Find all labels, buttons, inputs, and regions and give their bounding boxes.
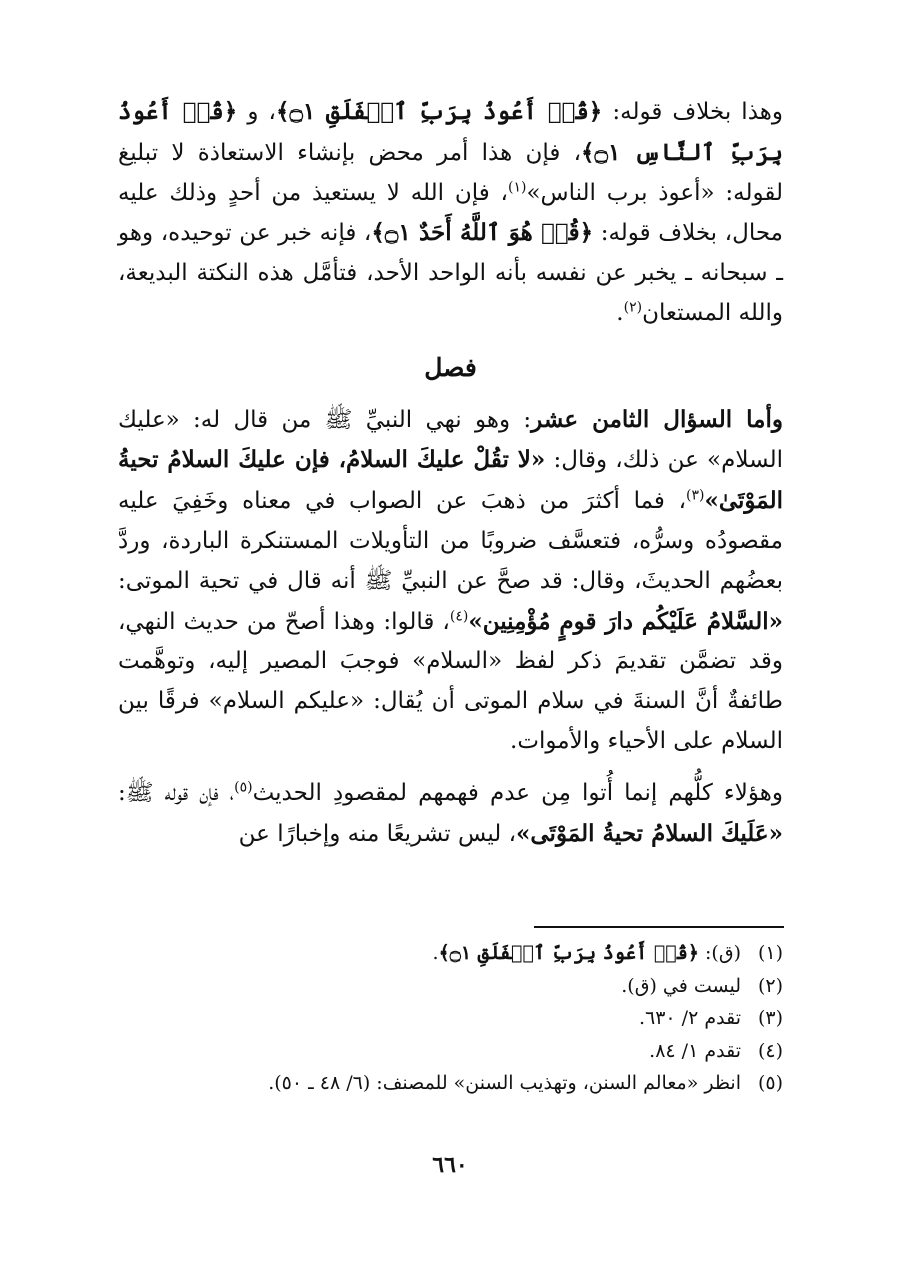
footnote-2: [118, 970, 783, 1003]
page-number: ٦٦٠: [432, 1152, 468, 1178]
footnote-separator: [534, 926, 784, 928]
footnote-text: تقدم ٢/ ٦٣٠.: [638, 1007, 741, 1029]
text-run: ، فإن قوله ﷺ:: [118, 779, 235, 806]
text-run: ، فإنه خبر عن توحيده، وهو ـ سبحانه ـ يخبر عن نفسه بأنه الواحد الأحد، فتأمَّل هذه النكتة البديعة، والله المستعان: [118, 220, 783, 326]
footnote-ref-4[interactable]: (٤): [449, 607, 469, 624]
footnote-5: [118, 1067, 783, 1100]
text-run: وهؤلاء كلُّهم إنما أُتوا مِن عدم فهمهم لمقصودِ الحديث: [252, 779, 783, 806]
footnote-ref-3[interactable]: (٣): [686, 487, 705, 504]
footnote-number: (١): [757, 942, 783, 964]
footnote-number: (٣): [757, 1007, 783, 1029]
footnotes: [118, 937, 783, 1100]
footnote-ref-2[interactable]: (٢): [623, 299, 643, 316]
footnote-3: [118, 1002, 783, 1035]
text-run: وهذا بخلاف قوله:: [602, 99, 783, 125]
hadith-quote-3: «عَلَيكَ السلامُ تحيةُ المَوْتَى»: [516, 819, 783, 847]
text-run: ، ليس تشريعًا منه وإخبارًا عن: [238, 820, 517, 847]
text-run: ، فإن الله لا يستعيذ من أحدٍ وذلك عليه محال، بخلاف قوله:: [118, 179, 783, 247]
quran-verse-nas: ﴿قُلۡ أَعُوذُ بِرَبِّ ٱلنَّاسِ ۝١﴾: [118, 98, 783, 166]
footnote-text: تقدم ١/ ٨٤.: [649, 1039, 741, 1062]
footnote-ref-5[interactable]: (٥): [234, 779, 253, 796]
footnote-text: ليست في (ق).: [621, 974, 741, 997]
text-run: ، قالوا: وهذا أصحّ من حديث النهي، وقد تضمَّن تقديمَ ذكر لفظ «السلام» فوجبَ المصير إليه، وتوهَّمت طائفةٌ أنَّ السنةَ في سلام الموتى أن يُقال: «عليكم السلام» فرقًا بين السلام على الأحياء والأموات.: [118, 608, 783, 754]
hadith-quote-1: «لا تقُلْ عليكَ السلامُ، فإن عليكَ السلامُ تحيةُ المَوْتَىٰ»: [118, 446, 783, 515]
footnote-text: (ق):: [698, 942, 741, 964]
quran-verse-falaq: ﴿قُلۡ أَعُوذُ بِرَبِّ ٱلۡفَلَقِ ۝١﴾: [275, 98, 603, 125]
footnote-4: [118, 1035, 783, 1068]
text-run: ، فإن هذا أمر محض بإنشاء الاستعاذة لا تبليغ لقوله: «أعوذ برب الناس»: [118, 139, 784, 206]
footnote-number: (٤): [757, 1039, 783, 1062]
text-run: ، و: [237, 99, 276, 125]
text-run: ، فما أكثرَ من ذهبَ عن الصواب في معناه وخَفِيَ عليه مقصودُه وسرُّه، فتعسَّف ضروبًا من التأويلات المستنكرة الباردة، وردَّ بعضُهم الحديثَ، وقال: قد صحَّ عن النبيِّ ﷺ أنه قال في تحية الموتى:: [118, 488, 783, 594]
paragraph-1: [118, 92, 783, 334]
quran-verse-ikhlas: ﴿قُلۡ هُوَ ٱللَّهُ أَحَدٌ ۝١﴾: [371, 219, 594, 247]
footnote-number: (٥): [757, 1072, 783, 1094]
footnote-number: (٢): [757, 974, 783, 997]
question-title: وأما السؤال الثامن عشر: [531, 405, 783, 433]
footnote-text: .: [432, 942, 439, 964]
paragraph-2: [118, 400, 783, 762]
footnote-1: [118, 937, 783, 970]
footnote-text: انظر «معالم السنن، وتهذيب السنن» للمصنف: (٦/ ٤٨ ـ ٥٠).: [268, 1072, 741, 1094]
text-run: .: [616, 299, 624, 326]
footnote-quran: ﴿قُلۡ أَعُوذُ بِرَبِّ ٱلۡفَلَقِ ۝١﴾: [438, 942, 699, 964]
text-run: : وهو نهي النبيِّ ﷺ من قال له: «عليك السلام» عن ذلك، وقال:: [118, 406, 783, 474]
hadith-quote-2: «السَّلامُ عَلَيْكُم دارَ قومٍ مُؤْمِنِين»: [468, 607, 783, 635]
main-text: [118, 92, 783, 854]
section-heading: فصل: [424, 352, 477, 382]
footnote-ref-1[interactable]: (١): [507, 178, 527, 195]
paragraph-3: [118, 774, 783, 855]
